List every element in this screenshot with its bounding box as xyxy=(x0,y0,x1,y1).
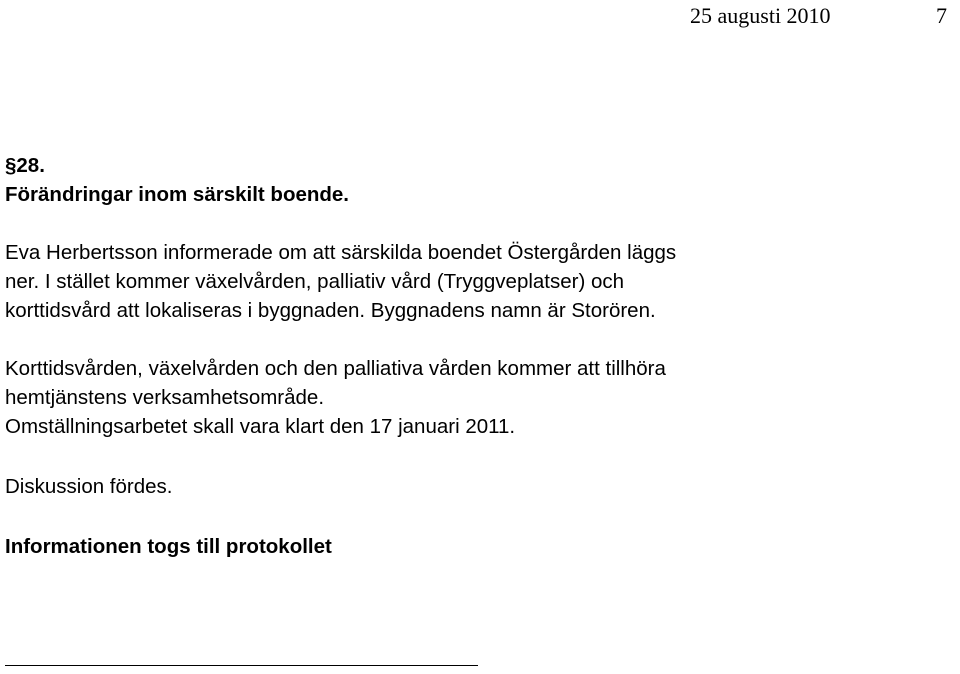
header-date: 25 augusti 2010 xyxy=(690,3,831,28)
spacer xyxy=(5,441,905,472)
signature-line xyxy=(5,665,478,666)
spacer xyxy=(5,209,905,238)
paragraph-2-line-3: Omställningsarbetet skall vara klart den 17 januari 2011. xyxy=(5,415,516,438)
paragraph-2-line-1: Korttidsvården, växelvården och den palliativa vården kommer att tillhöra xyxy=(5,357,666,380)
spacer xyxy=(5,501,905,532)
page-header xyxy=(0,0,960,34)
paragraph-1-line-3: korttidsvård att lokaliseras i byggnaden. Byggnadens namn är Storören. xyxy=(5,299,656,322)
paragraph-1-line-1: Eva Herbertsson informerade om att särskilda boendet Östergården läggs xyxy=(5,241,677,264)
document-body xyxy=(5,151,905,561)
section-number: §28. xyxy=(5,154,45,177)
conclusion-note: Informationen togs till protokollet xyxy=(5,535,332,558)
discussion-note: Diskussion fördes. xyxy=(5,475,173,498)
section-title: Förändringar inom särskilt boende. xyxy=(5,183,350,206)
paragraph-1-line-2: ner. I stället kommer växelvården, palliativ vård (Tryggveplatser) och xyxy=(5,270,625,293)
spacer xyxy=(5,325,905,354)
paragraph-2-line-2: hemtjänstens verksamhetsområde. xyxy=(5,386,325,409)
page-number: 7 xyxy=(936,3,947,28)
